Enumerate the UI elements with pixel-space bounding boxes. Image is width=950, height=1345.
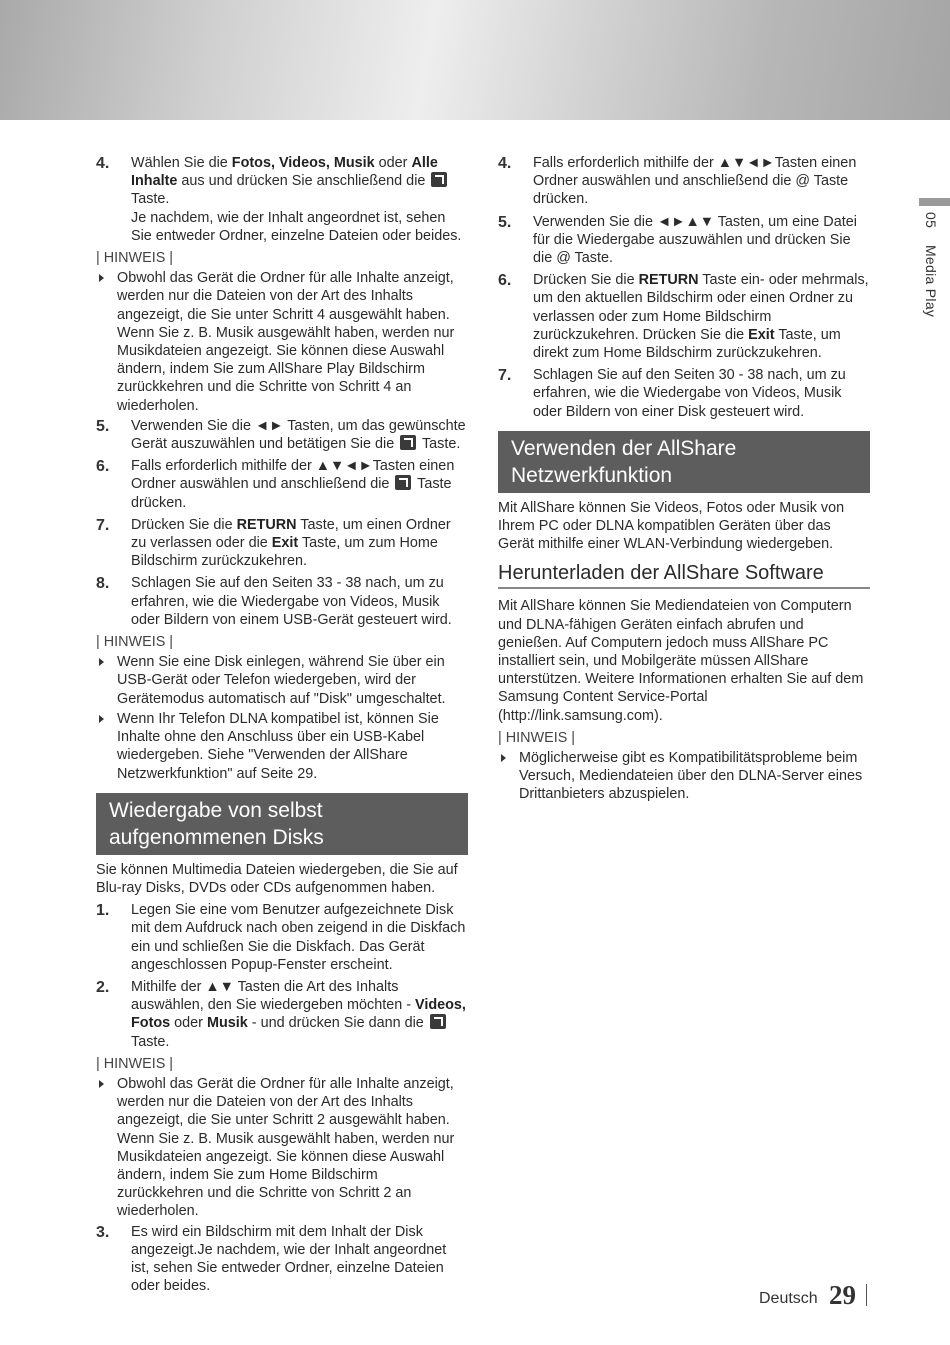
step-4: [498, 154, 870, 209]
step-text: [131, 516, 468, 571]
note-item: [96, 269, 468, 415]
chapter-title: Media Play: [923, 244, 939, 318]
step-number: 6.: [96, 458, 110, 476]
step-5: [96, 417, 468, 453]
note-text: Wenn Sie eine Disk einlegen, während Sie über ein USB-Gerät oder Telefon wiedergeben, wird der Gerätemodus automatisch auf "Disk" umgeschaltet.: [117, 654, 446, 707]
text-run: Taste, um direkt zum Home Bildschirm zurückzukehren.: [533, 326, 841, 362]
disk-step-1: [96, 901, 468, 974]
note-item: [498, 749, 870, 804]
step-text: Es wird ein Bildschirm mit dem Inhalt der Disk angezeigt.Je nachdem, wie der Inhalt angeordnet ist, sehen Sie entweder Ordner, einzelne Dateien oder beides.: [131, 1223, 447, 1295]
text-run: Taste.: [418, 436, 461, 453]
text-run: Drücken Sie die: [533, 272, 639, 289]
header-gradient-band: [0, 0, 950, 120]
step-number: 7.: [96, 516, 110, 534]
step-text: [131, 417, 468, 453]
bold-term: RETURN: [236, 516, 297, 533]
step-text: Schlagen Sie auf den Seiten 30 - 38 nach, um zu erfahren, wie die Wiedergabe von Videos, Musik oder Bildern von einer Disk gesteuert wird.: [533, 367, 846, 420]
enter-button-icon: [400, 435, 416, 450]
right-column: [498, 154, 870, 806]
step-text: Verwenden Sie die ◄►▲▼ Tasten, um eine Datei für die Wiedergabe auszuwählen und drücken Sie die @ Taste.: [533, 213, 857, 267]
bullet-triangle-icon: [99, 658, 104, 666]
section-heading: Verwenden der AllShare Netzwerkfunktion: [498, 431, 870, 493]
bold-term: RETURN: [638, 272, 699, 289]
section-heading: Wiedergabe von selbst aufgenommenen Disks: [96, 793, 468, 855]
bullet-triangle-icon: [99, 274, 104, 282]
text-run: Verwenden Sie die ◄► Tasten, um das gewünschte Gerät auszuwählen und betätigen Sie die: [131, 417, 466, 453]
hinweis-label: | HINWEIS |: [96, 634, 174, 651]
bold-term: Exit: [271, 535, 299, 552]
step-6: [498, 271, 870, 362]
step-6: [96, 457, 468, 512]
disk-step-2: [96, 978, 468, 1051]
step-5: [498, 213, 870, 268]
step-text-continued: Je nachdem, wie der Inhalt angeordnet ist, sehen Sie entweder Ordner, einzelne Dateien oder beides.: [131, 209, 462, 244]
text-run: Taste, um zum Home Bildschirm zurückzukehren.: [131, 535, 438, 570]
step-number: 3.: [96, 1223, 110, 1241]
step-number: 8.: [96, 575, 110, 593]
step-7: [96, 516, 468, 571]
text-run: Mithilfe der ▲▼ Tasten die Art des Inhalts auswählen, den Sie wiedergeben möchten -: [131, 978, 415, 1014]
chapter-tab-marker: [919, 198, 950, 206]
footer-language: Deutsch: [759, 1290, 818, 1307]
step-text: [131, 154, 468, 209]
bold-term: Alle Inhalte: [131, 155, 438, 190]
text-run: Taste drücken.: [131, 476, 452, 511]
enter-button-icon: [431, 172, 447, 187]
step-number: 1.: [96, 902, 110, 920]
subsection-text: Mit AllShare können Sie Mediendateien von Computern und DLNA-fähigen Geräten einfach abrufen und genießen. Auf Computern jedoch muss AllShare PC installiert sein, und Mobilgeräte müssen AllShare unterstützen. Weitere Informationen erhalten Sie auf dem Samsung Content Service-Portal (http://link.samsung.com).: [498, 598, 864, 724]
bold-term: Exit: [748, 326, 775, 343]
step-number: 5.: [498, 213, 512, 231]
step-text: [131, 978, 468, 1051]
text-run: Falls erforderlich mithilfe der ▲▼◄►Tasten einen Ordner auswählen und anschließend die: [131, 458, 455, 493]
bullet-triangle-icon: [99, 1080, 104, 1088]
step-text: Schlagen Sie auf den Seiten 33 - 38 nach, um zu erfahren, wie die Wiedergabe von Videos, Musik oder Bildern von einem USB-Gerät gesteuert wird.: [131, 575, 452, 628]
bold-term: Musik: [206, 1015, 248, 1032]
step-number: 2.: [96, 978, 110, 996]
step-text: [131, 457, 468, 512]
bullet-triangle-icon: [501, 754, 506, 762]
page-number: 29: [829, 1280, 856, 1310]
note-item: [96, 653, 468, 708]
bold-term: Videos, Fotos: [131, 997, 466, 1032]
note-text: Obwohl das Gerät die Ordner für alle Inhalte anzeigt, werden nur die Dateien von der Art des Inhalts angezeigt, die Sie unter Schritt 4 ausgewählt haben. Wenn Sie z. B. Musik ausgewählt haben, werden nur Musikdateien angezeigt. Sie können diese Auswahl ändern, indem Sie zum AllShare Play Bildschirm zurückkehren und die Schritte von Schritt 4 an wiederholen.: [117, 270, 455, 414]
text-run: oder: [170, 1015, 207, 1032]
section-text: Mit AllShare können Sie Videos, Fotos oder Musik von Ihrem PC oder DLNA kompatiblen Geräten über das Gerät mithilfe einer WLAN-Verbindung wiedergeben.: [498, 499, 845, 553]
note-item: [96, 710, 468, 783]
note-text: Obwohl das Gerät die Ordner für alle Inhalte anzeigt, werden nur die Dateien von der Art des Inhalts angezeigt, die Sie unter Schritt 2 ausgewählt haben. Wenn Sie z. B. Musik ausgewählt haben, werden nur Musikdateien angezeigt. Sie können diese Auswahl ändern, indem Sie zum Home Bildschirm zurückkehren und die Schritte von Schritt 2 an wiederholen.: [117, 1075, 455, 1220]
bold-term: Fotos, Videos, Musik: [231, 155, 375, 171]
step-7: [498, 366, 870, 421]
disk-step-3: [96, 1223, 468, 1296]
subsection-heading: Herunterladen der AllShare Software: [498, 559, 870, 589]
text-run: Taste, um einen Ordner zu verlassen oder die: [131, 516, 451, 552]
left-column: [96, 154, 468, 1299]
step-4: [96, 154, 468, 245]
text-run: - und drücken Sie dann die: [247, 1015, 428, 1032]
step-text: [533, 271, 870, 362]
enter-button-icon: [395, 475, 411, 490]
enter-button-icon: [430, 1014, 446, 1029]
bullet-triangle-icon: [99, 715, 104, 723]
text-run: Wählen Sie die: [131, 155, 232, 171]
step-text: Legen Sie eine vom Benutzer aufgezeichnete Disk mit dem Aufdruck nach oben zeigend in die Diskfach ein und schließen Sie die Diskfach. Das Gerät angeschlossen Popup-Fenster erscheint.: [131, 902, 466, 973]
text-run: Taste ein- oder mehrmals, um den aktuellen Bildschirm oder einen Ordner zu verlassen oder zum Home Bildschirm zurückzukehren. Drücken Sie die: [533, 272, 869, 343]
step-number: 4.: [498, 155, 512, 172]
text-run: Taste.: [131, 1033, 170, 1050]
step-number: 6.: [498, 272, 512, 290]
hinweis-label: | HINWEIS |: [96, 250, 174, 267]
chapter-side-label: [923, 212, 939, 317]
hinweis-label: | HINWEIS |: [498, 729, 576, 746]
text-run: Drücken Sie die: [131, 516, 237, 533]
step-number: 4.: [96, 155, 110, 172]
text-run: Taste.: [131, 191, 170, 208]
section-intro: Sie können Multimedia Dateien wiedergeben, die Sie auf Blu-ray Disks, DVDs oder CDs aufgenommen haben.: [96, 861, 458, 896]
note-item: [96, 1075, 468, 1221]
step-number: 7.: [498, 367, 512, 385]
note-text: Wenn Ihr Telefon DLNA kompatibel ist, können Sie Inhalte ohne den Anschluss über ein USB-Kabel wiedergeben. Siehe "Verwenden der AllShare Netzwerkfunktion" auf Seite 29.: [117, 710, 439, 782]
footer-divider: [866, 1284, 867, 1306]
text-run: aus und drücken Sie anschließend die: [177, 173, 430, 190]
step-text: Falls erforderlich mithilfe der ▲▼◄►Tasten einen Ordner auswählen und anschließend die @ Taste drücken.: [533, 155, 857, 208]
chapter-number: 05: [923, 212, 939, 229]
step-number: 5.: [96, 417, 110, 435]
hinweis-label: | HINWEIS |: [96, 1055, 174, 1072]
text-run: oder: [374, 155, 412, 171]
step-8: [96, 574, 468, 629]
note-text: Möglicherweise gibt es Kompatibilitätsprobleme beim Versuch, Mediendateien über den DLNA-Server eines Drittanbieters abzuspielen.: [519, 750, 863, 803]
